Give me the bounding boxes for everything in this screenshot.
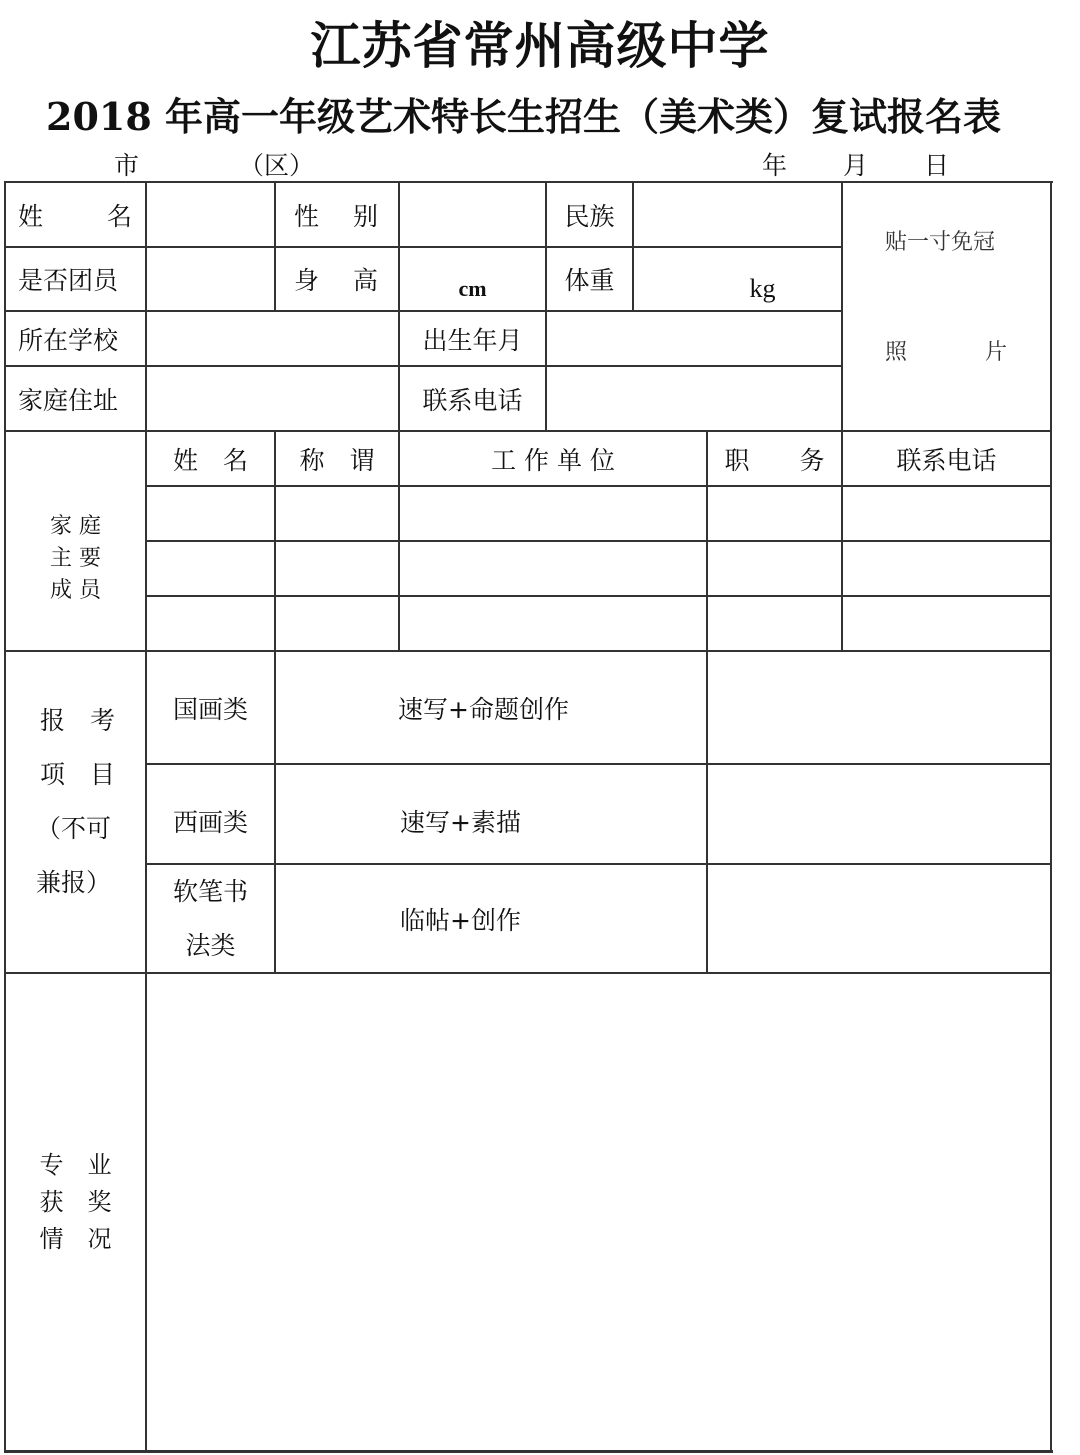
school-title: 江苏省常州高级中学 xyxy=(310,17,770,75)
border-right xyxy=(1050,181,1052,1453)
awards-field[interactable] xyxy=(147,974,1050,1450)
family-workplace-cell[interactable] xyxy=(400,542,706,595)
city-district-line xyxy=(16,146,314,182)
height-unit: cm xyxy=(458,276,487,301)
exam-content-xihua: 速写+素描 xyxy=(400,808,521,837)
border-bottom xyxy=(4,1450,1053,1453)
exam-category-guohua: 国画类 xyxy=(172,694,248,724)
day-blank[interactable] xyxy=(868,157,924,182)
year-blank[interactable] xyxy=(680,157,762,182)
month-blank[interactable] xyxy=(787,157,843,182)
exam-label-line: 兼报） xyxy=(36,868,112,897)
school-label: 所在学校 xyxy=(18,325,119,355)
awards-label-line: 获 奖 xyxy=(39,1187,112,1216)
league-member-field[interactable] xyxy=(147,248,274,310)
exam-label-line: 项 目 xyxy=(40,760,116,789)
photo-label-a: 照 xyxy=(885,340,908,365)
district-blank[interactable] xyxy=(139,157,239,182)
height-label-char: 身 xyxy=(294,266,320,295)
family-phone-cell[interactable] xyxy=(843,542,1050,595)
rule xyxy=(274,181,276,311)
height-field[interactable] xyxy=(400,248,545,310)
photo-instruction: 贴一寸免冠 xyxy=(885,230,996,255)
photo-label-b: 片 xyxy=(985,340,1008,365)
gender-label-char: 别 xyxy=(352,201,378,231)
family-label-line: 成 员 xyxy=(50,577,101,603)
family-relation-cell[interactable] xyxy=(276,597,398,650)
weight-field[interactable] xyxy=(634,248,841,310)
awards-label-line: 专 业 xyxy=(39,1150,112,1179)
name-field[interactable] xyxy=(147,183,274,246)
calligraphy-label-line: 法类 xyxy=(185,930,236,960)
exam-content-guohua: 速写+命题创作 xyxy=(398,694,569,724)
exam-label-line: （不可 xyxy=(36,814,112,843)
school-field[interactable] xyxy=(147,312,398,365)
family-workplace-cell[interactable] xyxy=(400,597,706,650)
ethnicity-label: 民族 xyxy=(564,201,615,231)
family-section-label xyxy=(6,432,145,650)
month-label: 月 xyxy=(843,151,869,180)
family-col-workplace: 工 作 单 位 xyxy=(491,445,615,475)
ethnicity-field[interactable] xyxy=(634,183,841,246)
form-title: 2018 年高一年级艺术特长生招生（美术类）复试报名表 xyxy=(46,94,1001,139)
exam-select-calligraphy[interactable] xyxy=(708,865,1050,972)
exam-section-label xyxy=(6,652,145,972)
weight-unit: kg xyxy=(749,274,776,303)
family-col-position: 职 务 xyxy=(724,445,825,475)
family-position-cell[interactable] xyxy=(708,597,841,650)
height-label-char: 高 xyxy=(352,266,378,295)
name-label-char: 名 xyxy=(106,201,132,231)
exam-category-xihua: 西画类 xyxy=(172,808,248,837)
league-member-label: 是否团员 xyxy=(18,266,119,295)
phone-field[interactable] xyxy=(547,367,841,430)
day-label: 日 xyxy=(924,151,950,180)
family-name-cell[interactable] xyxy=(147,597,274,650)
exam-category-calligraphy xyxy=(147,865,274,972)
exam-label-line: 报 考 xyxy=(40,706,116,735)
awards-section-label xyxy=(6,974,145,1450)
family-phone-cell[interactable] xyxy=(843,597,1050,650)
family-label-line: 家 庭 xyxy=(50,514,101,540)
awards-label-line: 情 况 xyxy=(39,1224,112,1253)
family-name-cell[interactable] xyxy=(147,487,274,540)
calligraphy-label-line: 软笔书 xyxy=(172,876,248,906)
year-label: 年 xyxy=(762,151,788,180)
birth-label: 出生年月 xyxy=(422,325,523,355)
name-label xyxy=(18,183,132,246)
family-col-name: 姓 名 xyxy=(172,445,248,475)
weight-label: 体重 xyxy=(564,266,615,295)
family-label-line: 主 要 xyxy=(50,546,101,572)
photo-box[interactable] xyxy=(843,183,1050,430)
family-col-phone: 联系电话 xyxy=(896,445,997,475)
phone-label: 联系电话 xyxy=(422,385,523,415)
family-relation-cell[interactable] xyxy=(276,487,398,540)
family-position-cell[interactable] xyxy=(708,542,841,595)
exam-content-calligraphy: 临帖+创作 xyxy=(400,905,521,935)
district-label: （区） xyxy=(239,151,315,180)
family-position-cell[interactable] xyxy=(708,487,841,540)
name-label-char: 姓 xyxy=(18,201,44,231)
exam-select-guohua[interactable] xyxy=(708,652,1050,763)
family-phone-cell[interactable] xyxy=(843,487,1050,540)
address-field[interactable] xyxy=(147,367,398,430)
family-relation-cell[interactable] xyxy=(276,542,398,595)
family-col-relation: 称 谓 xyxy=(299,445,375,475)
city-label: 市 xyxy=(114,151,140,180)
address-label: 家庭住址 xyxy=(18,385,119,415)
family-name-cell[interactable] xyxy=(147,542,274,595)
birth-field[interactable] xyxy=(547,312,841,365)
gender-label-char: 性 xyxy=(294,201,320,231)
height-label xyxy=(294,248,378,310)
date-line xyxy=(680,146,949,182)
gender-label xyxy=(294,183,378,246)
family-workplace-cell[interactable] xyxy=(400,487,706,540)
exam-select-xihua[interactable] xyxy=(708,765,1050,863)
city-blank[interactable] xyxy=(16,157,114,182)
gender-field[interactable] xyxy=(400,183,545,246)
